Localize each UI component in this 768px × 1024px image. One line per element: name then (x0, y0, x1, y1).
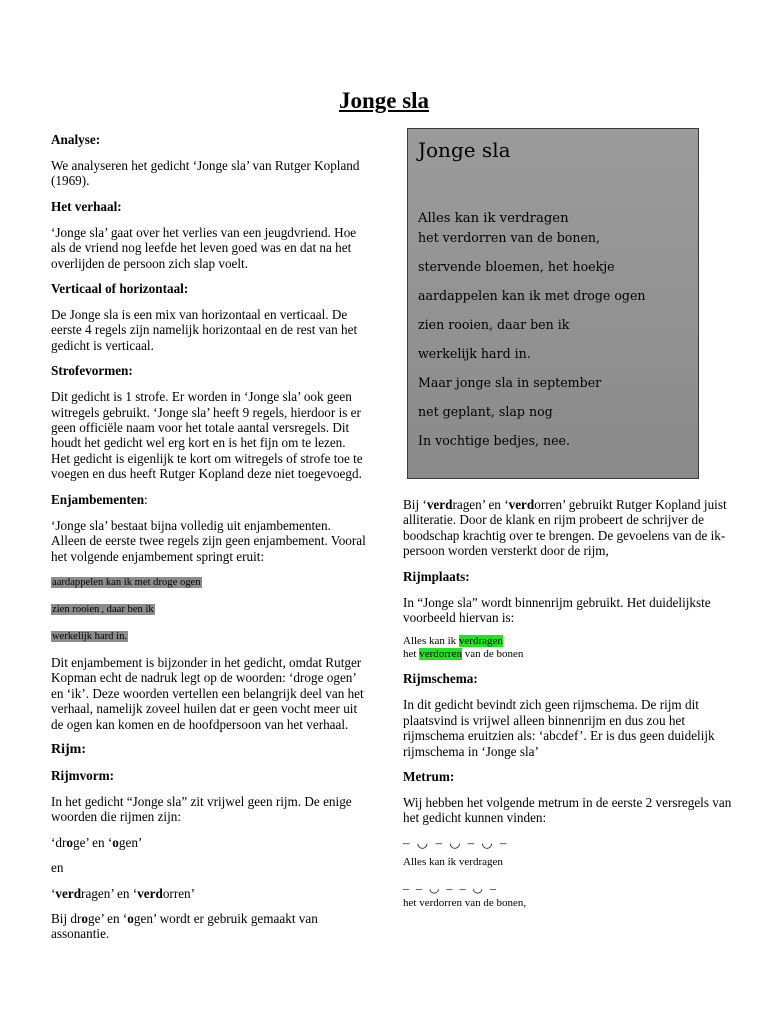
poem-line: zien rooien, daar ben ik (418, 317, 570, 332)
left-column (51, 132, 367, 952)
meter-line-1: – ◡ – ◡ – ◡ – (403, 834, 509, 850)
heading-enjambement-label: Enjambementen (51, 491, 145, 507)
text-fragment: het (403, 648, 420, 661)
rijmplaats-text: In “Jonge sla” wordt binnenrijm gebruikt. Het duidelijkste voorbeeld hiervan is: (403, 594, 711, 626)
poem-line: het verdorren van de bonen, (418, 230, 601, 245)
quote-highlight: werkelijk hard in. (52, 630, 128, 642)
enjambement-quote-line-2 (51, 601, 367, 616)
heading-strofe: Strofevormen: (51, 363, 133, 379)
text-fragment: ‘ (51, 885, 56, 901)
document-title: Jonge sla (338, 88, 430, 113)
bold-fragment: verd (137, 885, 163, 901)
text-fragment: Alles kan ik (403, 635, 459, 648)
bold-fragment: o (112, 834, 119, 850)
heading-rijmschema: Rijmschema: (403, 671, 478, 687)
heading-rijmvorm: Rijmvorm: (51, 767, 114, 783)
enjambement-quote-line-3 (51, 628, 367, 643)
enjambement-text: ‘Jonge sla’ bestaat bijna volledig uit enjambementen. Alleen de eerste twee regels zijn geen enjambement. Vooral het volgende enjambement springt eruit: (51, 517, 366, 564)
green-highlight: verdorren (419, 648, 462, 661)
right-column (403, 497, 748, 910)
assonantie-text (51, 911, 367, 942)
rijmvorm-text: In het gedicht “Jonge sla” zit vrijwel geen rijm. De enige woorden die rijmen zijn: (51, 793, 352, 825)
bold-fragment: o (127, 910, 134, 926)
text-fragment: Bij ‘ (403, 497, 427, 512)
text-fragment: orren’ (162, 885, 196, 901)
text-fragment: ragen’ en ‘ (81, 885, 138, 901)
enjambement-quote-line-1 (51, 574, 367, 589)
heading-enjambement (51, 492, 367, 508)
green-highlight: verdragen (458, 635, 503, 648)
verhaal-text: ‘Jonge sla’ gaat over het verlies van een jeugdvriend. Hoe als de vriend nog leefde het leven goed was en dat na het overlijden de persoon zich slap voelt. (51, 224, 357, 271)
heading-enjambement-colon: : (144, 491, 148, 507)
poem-line: aardappelen kan ik met droge ogen (418, 288, 646, 303)
text-fragment: orren’ gebruikt Rutger Kopland juist alliteratie. Door de klank en rijm probeert de schrijver de boodschap krachtig over te brengen. De gevoelens van de ik-persoon worden versterkt door de rijm, (403, 497, 727, 559)
quote-highlight: zien rooien (52, 603, 100, 615)
metrum-verse-2: het verdorren van de bonen, (403, 896, 527, 909)
verticaal-text: De Jonge sla is een mix van horizontaal en verticaal. De eerste 4 regels zijn namelijk horizontaal en de rest van het gedicht is verticaal. (51, 307, 358, 353)
heading-metrum: Metrum: (403, 769, 455, 785)
bold-fragment: verd (426, 497, 453, 512)
poem-line: stervende bloemen, het hoekje (418, 259, 615, 274)
poem-line: net geplant, slap nog (418, 404, 553, 419)
heading-analyse: Analyse: (51, 132, 101, 147)
rijmplaats-example-1 (403, 635, 748, 648)
text-fragment: ‘dr (51, 834, 67, 850)
alliteratie-text (403, 497, 748, 559)
poem-line: In vochtige bedjes, nee. (418, 433, 570, 448)
analyse-text: We analyseren het gedicht ‘Jonge sla’ van Rutger Kopland (1969). (51, 158, 360, 189)
text-fragment: ragen’ en ‘ (452, 497, 509, 512)
rijmplaats-example-2 (403, 648, 748, 661)
quote-highlight: , daar ben ik (101, 603, 154, 615)
poem-title: Jonge sla (418, 138, 511, 162)
text-fragment: van de bonen (461, 648, 524, 661)
heading-rijm: Rijm: (51, 741, 86, 757)
text-fragment: ge’ en ‘ (72, 834, 113, 850)
metrum-verse-1: Alles kan ik verdragen (403, 855, 503, 868)
strofe-text: Dit gedicht is 1 strofe. Er worden in ‘Jonge sla’ ook geen witregels gebruikt. ‘Jonge sla’ heeft 9 regels, hierdoor is er geen officiële naam voor het totale aantal versregels. Dit houdt het gedicht wel erg kort en is het fijn om te lezen. Het gedicht is eigenlijk te kort om witregels of strofe toe te voegen en dus heeft Rutger Kopland deze niet toegevoegd. (51, 389, 363, 482)
poem-lines (418, 211, 694, 462)
metrum-text: Wij hebben het volgende metrum in de eerste 2 versregels van het gedicht kunnen vinden: (403, 795, 732, 826)
rijm-en: en (51, 860, 64, 876)
text-fragment: gen’ wordt er gebruik gemaakt van assonantie. (51, 910, 318, 942)
bold-fragment: verd (55, 885, 82, 901)
bold-fragment: o (81, 910, 88, 926)
heading-verhaal: Het verhaal: (51, 198, 122, 214)
rijmschema-text: In dit gedicht bevindt zich geen rijmschema. De rijm dit plaatsvind is vrijwel alleen binnenrijm en dus zou het rijmschema eruitzien als: ‘abcdef’. Er is dus geen duidelijk rijmschema in ‘Jonge sla’ (403, 697, 715, 759)
poem-line: werkelijk hard in. (418, 346, 531, 361)
rijm-pair-2 (51, 886, 367, 901)
text-fragment: Bij dr (51, 910, 82, 926)
rijm-pair-1 (51, 835, 367, 850)
heading-rijmplaats: Rijmplaats: (403, 568, 470, 584)
poem-line: Maar jonge sla in september (418, 375, 602, 390)
bold-fragment: o (66, 834, 73, 850)
quote-highlight: aardappelen kan ik met droge ogen (52, 576, 201, 588)
enjambement-text-2: Dit enjambement is bijzonder in het gedicht, omdat Rutger Kopman echt de nadruk legt op de woorden: ‘droge ogen’ en ‘ik’. Deze woorden vertellen een belangrijk deel van het verhaal, namelijk zoveel huilen dat er geen vocht meer uit de ogen kan komen en de hoofdpersoon van het verhaal. (51, 654, 364, 732)
poem-box (407, 128, 699, 479)
bold-fragment: verd (508, 497, 535, 512)
meter-line-2: – – ◡ – – ◡ – (403, 880, 498, 895)
poem-line: Alles kan ik verdragen (418, 211, 569, 226)
text-fragment: ge’ en ‘ (88, 910, 128, 926)
heading-verticaal: Verticaal of horizontaal: (51, 281, 189, 297)
text-fragment: gen’ (118, 834, 143, 850)
